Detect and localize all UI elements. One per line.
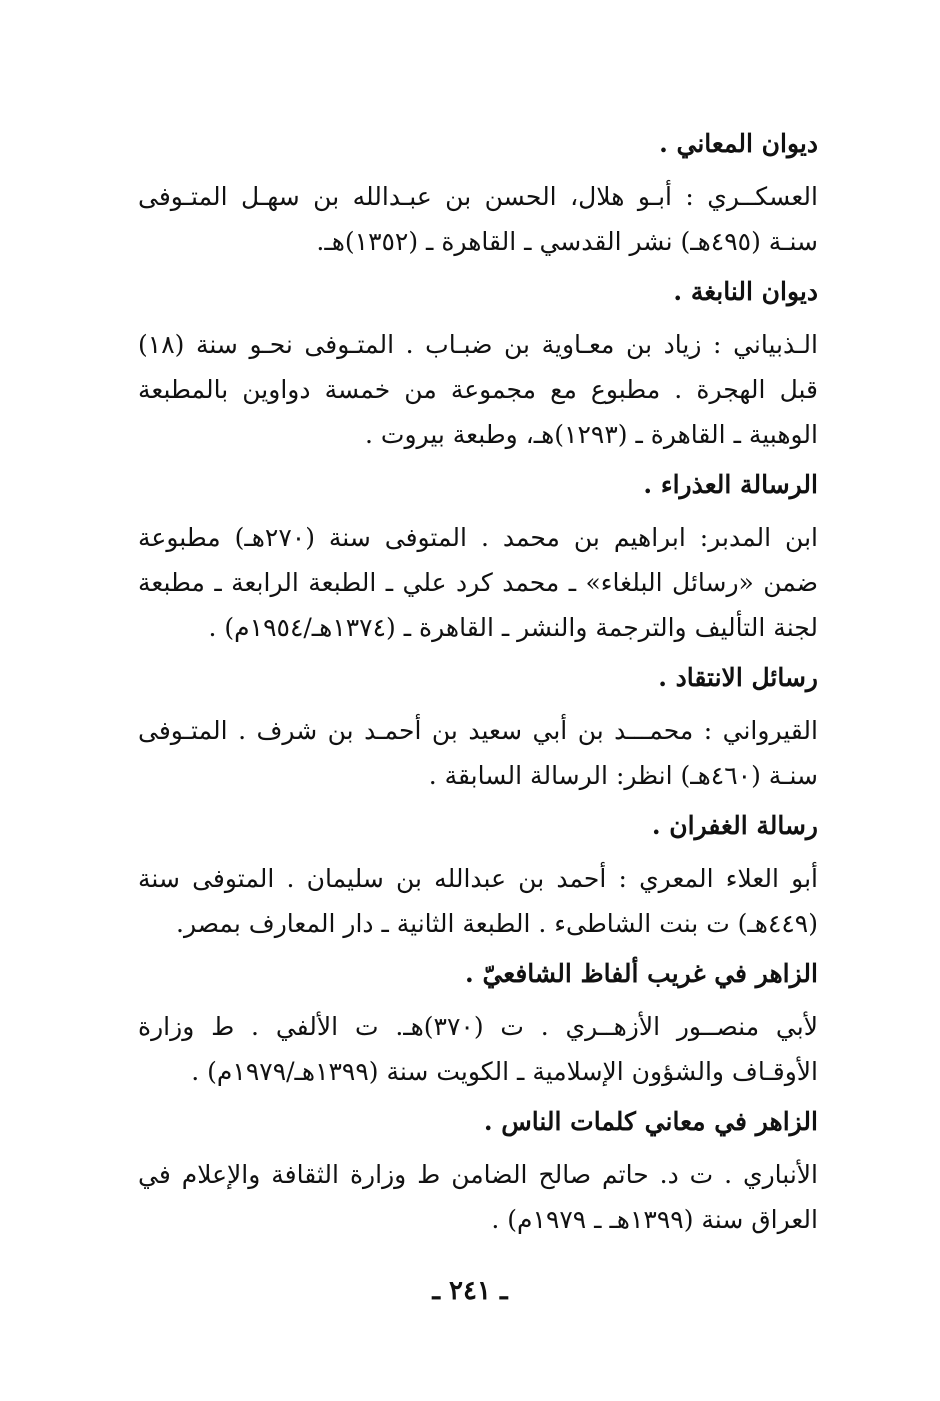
- entry-title: الرسالة العذراء .: [643, 470, 818, 499]
- entry-title: ديوان النابغة .: [673, 277, 818, 306]
- bibliography-entry-3: [138, 461, 818, 650]
- entry-title: رسائل الانتقاد .: [658, 663, 818, 692]
- bibliography-entry-2: [138, 268, 818, 457]
- entry-body: العسكــري : أبـو هلال، الحسن بن عبـدالله بن سهـل المتـوفى سنـة (٤٩٥هـ) نشر القدسي ـ القاهرة ـ (١٣٥٢)هـ.: [138, 182, 818, 256]
- page-content: [138, 120, 818, 1246]
- entry-title: رسالة الغفران .: [651, 811, 818, 840]
- bibliography-entry-6: [138, 950, 818, 1094]
- bibliography-entry-5: [138, 802, 818, 946]
- bibliography-entry-1: [138, 120, 818, 264]
- entry-body: ابن المدبر: ابراهيم بن محمد . المتوفى سنة (٢٧٠هـ) مطبوعة ضمن «رسائل البلغاء» ـ محمد كرد علي ـ الطبعة الرابعة ـ مطبعة لجنة التأليف والترجمة والنشر ـ القاهرة ـ (١٣٧٤هـ/١٩٥٤م) .: [138, 523, 818, 642]
- entry-body: القيرواني : محمـــد بن أبي سعيد بن أحمـد بن شرف . المتـوفى سنـة (٤٦٠هـ) انظر: الرسالة السابقة .: [138, 716, 818, 790]
- entry-title: الزاهر في غريب ألفاظ الشافعيّ .: [465, 959, 818, 988]
- page-number: ـ ٢٤١ ـ: [432, 1276, 508, 1306]
- entry-body: لأبي منصــور الأزهــري . ت (٣٧٠)هـ. ت الألفي . ط وزارة الأوقـاف والشؤون الإسلامية ـ الكويت سنة (١٣٩٩هـ/١٩٧٩م) .: [138, 1012, 818, 1086]
- bibliography-entry-4: [138, 654, 818, 798]
- entry-body: أبو العلاء المعري : أحمد بن عبدالله بن سليمان . المتوفى سنة (٤٤٩هـ) ت بنت الشاطىء . الطبعة الثانية ـ دار المعارف بمصر.: [138, 864, 818, 938]
- entry-title: الزاهر في معاني كلمات الناس .: [483, 1107, 818, 1136]
- entry-body: الـذبياني : زياد بن معـاوية بن ضبـاب . المتـوفى نحـو سنة (١٨) قبل الهجرة . مطبوع مع مجموعة من خمسة دواوين بالمطبعة الوهبية ـ القاهرة ـ (١٢٩٣)هـ، وطبعة بيروت .: [138, 330, 818, 449]
- entry-body: الأنباري . ت د. حاتم صالح الضامن ط وزارة الثقافة والإعلام في العراق سنة (١٣٩٩هـ ـ ١٩٧٩م) .: [138, 1160, 818, 1234]
- entry-title: ديوان المعاني .: [659, 129, 818, 158]
- bibliography-entry-7: [138, 1098, 818, 1242]
